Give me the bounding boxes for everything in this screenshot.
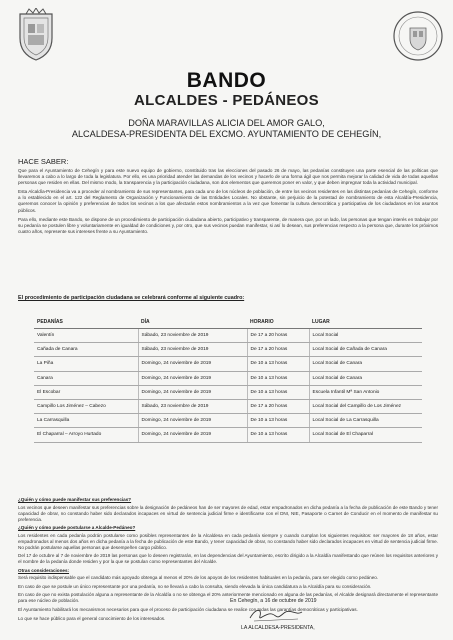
cell-lugar: Escuela Infantil Mª San Antonio [309,385,422,399]
cell-pedania: Campillo Los Jiménez – Cabezo [34,399,138,413]
cell-lugar: Local Social de Cañada de Canara [309,343,422,357]
cell-horario: De 10 a 13 horas [247,428,309,442]
cell-lugar: Local Social [309,329,422,343]
table-row [34,428,422,442]
paragraph: En caso de que se postule un único representante por una pedanía, no se llevará a cabo la consulta, siendo elevada la única candidatura a la Alcaldía para su consideración. [18,583,372,589]
paragraph: Lo que se hace público para el general conocimiento de los interesados. [18,615,166,621]
column-header: PEDANÍAS [34,316,138,329]
cell-pedania: El Chaparral – Arroyo Hurtado [34,428,138,442]
paragraph: Para ello, mediante este Bando, se dispone de un procedimiento de participación ciudadana abierto, participativo y transparente, de manera que, por un lado, las personas que tengan interés en trabajar por su pedanía se postulen libre y voluntariamente en igualdad de condiciones y, por otro, que sus vecinos puedan manifestar, si así lo desean, sus preferencias respecto a la persona que, durante los próximos cuatro años, represente sus intereses frente a su Ayuntamiento. [18,216,438,234]
cell-pedania: La Piña [34,357,138,371]
column-header: LUGAR [309,316,422,329]
column-header: DÍA [138,316,247,329]
cell-lugar: Local Social del Campillo de Los Jiménez [309,399,422,413]
mayor-name: DOÑA MARAVILLAS ALICIA DEL AMOR GALO, [128,118,325,128]
cell-horario: De 10 a 13 horas [247,371,309,385]
schedule-table [34,316,422,443]
table-header-row [34,316,422,329]
hace-saber-heading: HACE SABER: [18,157,69,166]
cell-pedania: Valentín [34,329,138,343]
paragraph: En caso de que no exista postulación alguna a representante de la Alcaldía o no se obtenga el 20% anteriormente mencionado en alguna de las pedanías, el Alcalde designará directamente el representante para ese núcleo de población. [18,592,438,604]
conditions-section [18,497,438,624]
title-block [0,70,453,140]
cell-dia: Domingo, 24 noviembre de 2019 [138,428,247,442]
cell-horario: De 10 a 13 horas [247,385,309,399]
cell-horario: De 10 a 13 horas [247,357,309,371]
table-row [34,357,422,371]
cell-lugar: Local Social de Canara [309,357,422,371]
section-question: ¿Quién y cómo puede postularse a Alcalde-Pedáneo? [18,525,136,531]
cell-horario: De 17 a 20 horas [247,329,309,343]
paragraph: El Ayuntamiento habilitará los mecanismos necesarios para que el proceso de participación ciudadana se realice con todas las garantías democráticas y participativas. [18,607,358,613]
cell-lugar: Local Social de La Carrasquilla [309,414,422,428]
table-row [34,385,422,399]
cell-dia: Domingo, 24 noviembre de 2019 [138,414,247,428]
table-row [34,329,422,343]
cell-dia: Sábado, 23 noviembre de 2019 [138,329,247,343]
paragraph: Será requisito indispensable que el candidato más apoyado obtenga al menos el 20% de los apoyos de los residentes habituales en la pedanía, para ser elegido como pedáneo. [18,575,379,581]
coat-of-arms-left [10,8,62,64]
document-subtitle: ALCALDES - PEDÁNEOS [134,92,319,109]
cell-lugar: Local Social de Canara [309,371,422,385]
table-row [34,371,422,385]
place-date: En Cehegín, a 16 de octubre de 2019 [230,598,317,604]
paragraph: Los residentes en cada pedanía podrán postularse como posibles representantes de la Alcaldesa en cada pedanía siempre y cuando cumplan los siguientes requisitos: ser mayores de 18 años, estar empadronados al menos dos años en dicha pedanía a la fecha de publicación de este Bando, y tener capacidad de obrar, no constando haber sido declarados incapaces en virtud de sentencia judicial firme. No podrán postularse aquellas personas que desempeñen cargo público. [18,532,438,550]
cell-dia: Domingo, 24 noviembre de 2019 [138,357,247,371]
paragraph: Esta Alcaldía-Presidencia va a proceder al nombramiento de sus representantes, para cada uno de los núcleos de población, de entre los vecinos residentes en las distintas pedanías de Cehegín, conforme a lo establecido en el art. 122 del Reglamento de Organización y Funcionamiento de las Entidades Locales. No obstante, sin perjuicio de la potestad de nombramiento de esta Alcaldía-Presidencia, queremos conocer la opinión y preferencias de todos los vecinos a los que afectarán estos nombramientos a la vez que fomentar la cultura democrática y participativa de los ciudadanos en los asuntos públicos. [18,189,438,213]
cell-dia: Sábado, 23 noviembre de 2019 [138,343,247,357]
cell-horario: De 17 a 20 horas [247,343,309,357]
mayor-title: ALCALDESA-PRESIDENTA DEL EXCMO. AYUNTAMIENTO DE CEHEGÍN, [71,129,382,139]
column-header: HORARIO [247,316,309,329]
table-row [34,399,422,413]
cell-dia: Domingo, 24 noviembre de 2019 [138,385,247,399]
signatory-title: LA ALCALDESA-PRESIDENTA, [241,625,315,631]
table-row [34,343,422,357]
procedure-title: El procedimiento de participación ciudadana se celebrará conforme al siguiente cuadro: [18,295,245,301]
cell-pedania: La Carrasquilla [34,414,138,428]
cell-pedania: Canara [34,371,138,385]
section-heading: Otras consideraciones: [18,567,70,573]
paragraph: Los vecinos que deseen manifestar sus preferencias sobre la designación de pedáneos han de ser mayores de edad, estar empadronados en dicha pedanía a la fecha de publicación de este Bando y tener capacidad de obrar, no constando haber sido declarados incapaces en virtud de sentencia judicial firme e identificarse con el DNI, NIE, Pasaporte o Carnet de Conducir en el momento de manifestar su preferencia. [18,504,438,522]
paragraph: Del 17 de octubre al 7 de noviembre de 2019 las personas que lo deseen registrarán, en las dependencias del Ayuntamiento, escrito dirigido a la Alcaldía manifestando que reúnen los requisitos anteriores y el nombre de la pedanía donde residen y por la que se postulan como representantes del Alcalde. [18,553,438,565]
table-row [34,414,422,428]
paragraph: Que para el Ayuntamiento de Cehegín y para este nuevo equipo de gobierno, constituido tras las elecciones del pasado 26 de mayo, las pedanías constituyen una parte esencial de las políticas que llevaremos a cabo a lo largo de toda la legislatura. Por ello, es una prioridad atender las demandas de los vecinos y hacerlo de una forma ágil que nos permita mejorar la calidad de vida de todas aquellas personas que residen en ellas. Del mismo modo, la transparencia y la participación ciudadana, son dos elementos que queremos poner en valor, y que deben impregnar toda la actividad municipal. [18,168,438,186]
municipal-seal-right [392,8,444,64]
cell-dia: Domingo, 24 noviembre de 2019 [138,371,247,385]
handwritten-signature [246,604,306,626]
cell-dia: Sábado, 23 noviembre de 2019 [138,399,247,413]
section-question: ¿Quién y cómo puede manifestar sus preferencias? [18,497,132,502]
document-title: BANDO [186,69,267,92]
cell-pedania: Cañada de Canara [34,343,138,357]
intro-paragraphs [18,168,438,238]
cell-horario: De 17 a 20 horas [247,399,309,413]
cell-horario: De 10 a 13 horas [247,414,309,428]
cell-lugar: Local Social de El Chaparral [309,428,422,442]
cell-pedania: El Escobar [34,385,138,399]
